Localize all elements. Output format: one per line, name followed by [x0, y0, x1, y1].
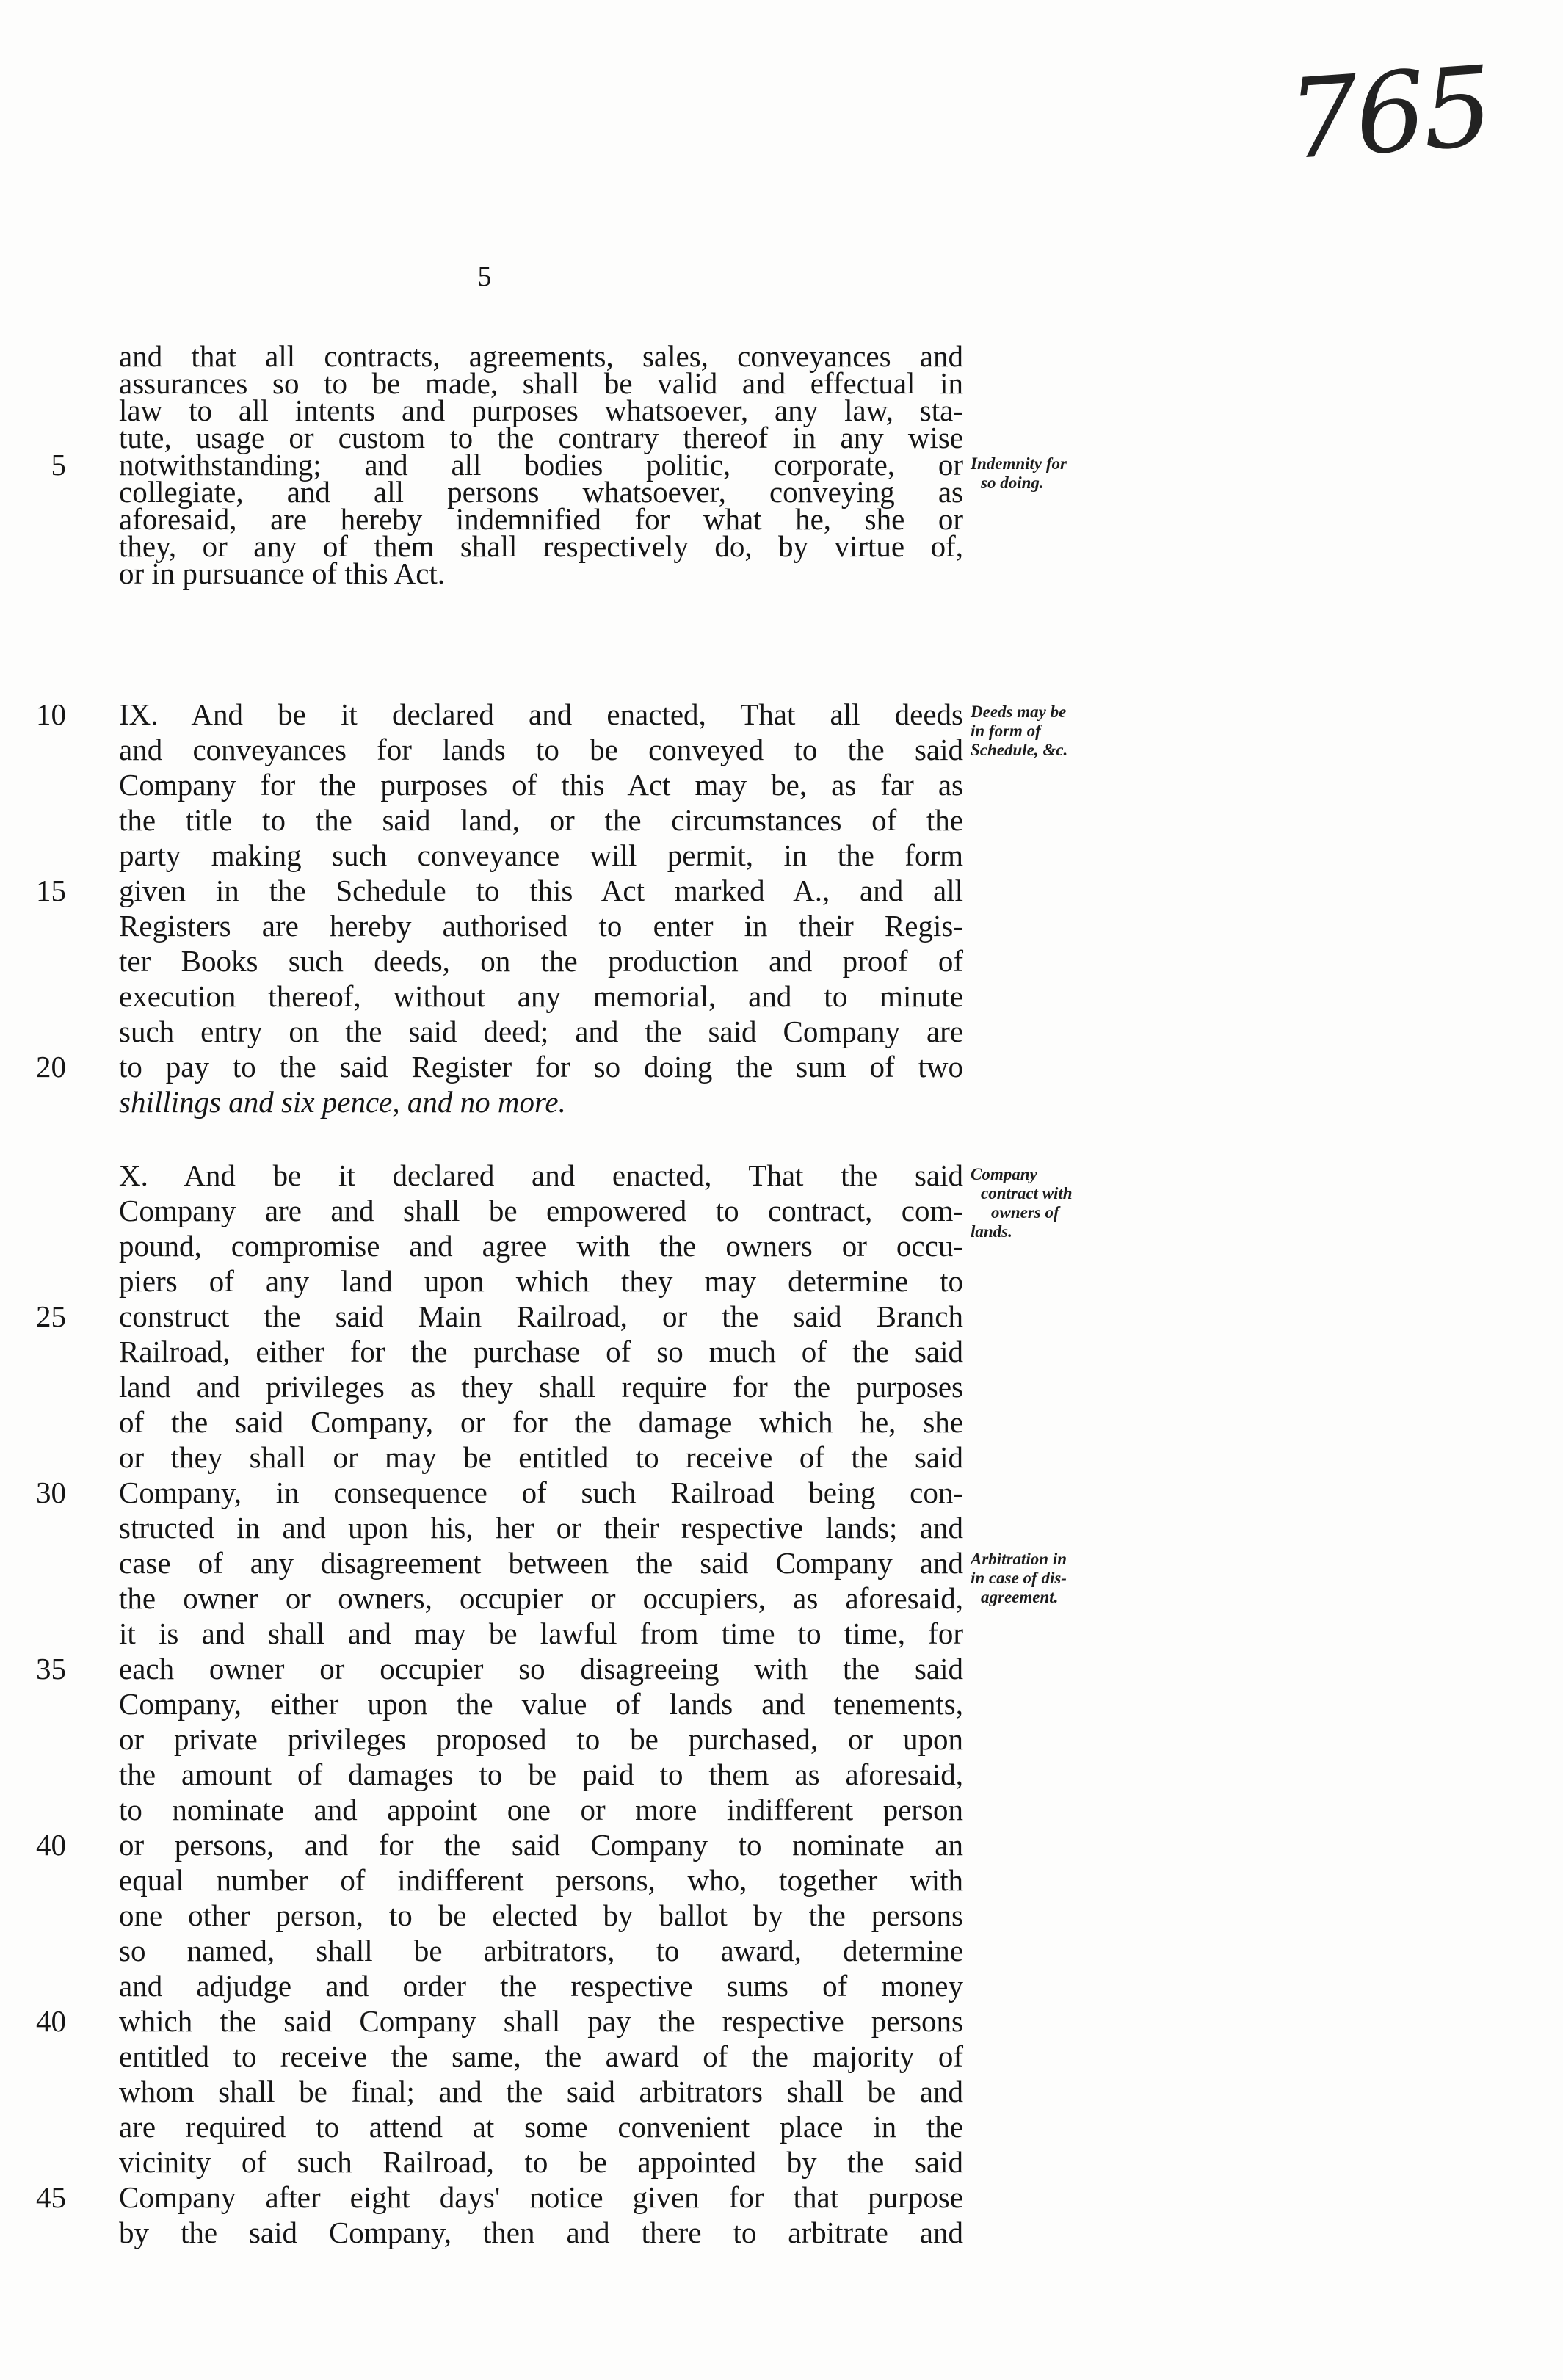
- body-line: piers of any land upon which they may determine to: [119, 1264, 963, 1298]
- body-line: which the said Company shall pay the respective persons: [119, 2004, 963, 2038]
- body-line: the title to the said land, or the circumstances of the: [119, 803, 963, 837]
- body-line: notwithstanding; and all bodies politic, corporate, or: [119, 448, 963, 482]
- page-number: 5: [477, 261, 492, 292]
- body-line: whom shall be final; and the said arbitrators shall be and: [119, 2075, 963, 2108]
- margin-note: agreement.: [981, 1588, 1059, 1606]
- margin-note: contract with: [981, 1184, 1073, 1202]
- body-line: Railroad, either for the purchase of so much of the said: [119, 1335, 963, 1368]
- body-line: such entry on the said deed; and the said Company are: [119, 1015, 963, 1048]
- line-number: 40: [36, 1828, 66, 1862]
- body-line: pound, compromise and agree with the owners or occu-: [119, 1229, 963, 1263]
- margin-note: in case of dis-: [971, 1569, 1067, 1587]
- body-line: or in pursuance of this Act.: [119, 556, 446, 590]
- body-line: and that all contracts, agreements, sales, conveyances and: [119, 339, 963, 373]
- body-line: or private privileges proposed to be purchased, or upon: [119, 1722, 963, 1756]
- line-number: 20: [36, 1050, 66, 1084]
- body-line: the owner or owners, occupier or occupiers, as aforesaid,: [119, 1581, 963, 1615]
- line-number: 45: [36, 2180, 66, 2214]
- body-line: Company, in consequence of such Railroad being con-: [119, 1476, 963, 1509]
- body-line: structed in and upon his, her or their respective lands; and: [119, 1511, 963, 1545]
- margin-note: Schedule, &c.: [971, 741, 1068, 759]
- body-line: tute, usage or custom to the contrary thereof in any wise: [119, 421, 963, 454]
- body-line: of the said Company, or for the damage which he, she: [119, 1405, 963, 1439]
- body-line: so named, shall be arbitrators, to award, determine: [119, 1934, 963, 1967]
- margin-note: Indemnity for: [971, 454, 1067, 473]
- line-number: 5: [51, 448, 66, 482]
- margin-note: Arbitration in: [971, 1550, 1067, 1568]
- body-line: Company for the purposes of this Act may be, as far as: [119, 768, 963, 802]
- body-line: it is and shall and may be lawful from time to time, for: [119, 1617, 963, 1650]
- body-line: vicinity of such Railroad, to be appointed by the said: [119, 2145, 963, 2179]
- section-heading-line: IX. And be it declared and enacted, That all deeds: [119, 697, 963, 731]
- margin-note: lands.: [971, 1222, 1012, 1241]
- line-number: 10: [36, 697, 66, 731]
- body-line: the amount of damages to be paid to them as aforesaid,: [119, 1757, 963, 1791]
- body-line: Company, either upon the value of lands and tenements,: [119, 1687, 963, 1721]
- body-line: ter Books such deeds, on the production and proof of: [119, 944, 963, 978]
- body-line: collegiate, and all persons whatsoever, conveying as: [119, 475, 963, 509]
- margin-note: owners of: [991, 1203, 1059, 1222]
- line-number: 15: [36, 874, 66, 907]
- body-line: land and privileges as they shall require for the purposes: [119, 1370, 963, 1404]
- body-line: shillings and six pence, and no more.: [119, 1085, 566, 1119]
- body-line: one other person, to be elected by ballot by the persons: [119, 1898, 963, 1932]
- body-line: or they shall or may be entitled to receive of the said: [119, 1440, 963, 1474]
- body-line: construct the said Main Railroad, or the said Branch: [119, 1299, 963, 1333]
- body-line: execution thereof, without any memorial, and to minute: [119, 979, 963, 1013]
- body-line: assurances so to be made, shall be valid and effectual in: [119, 366, 963, 400]
- body-line: aforesaid, are hereby indemnified for what he, she or: [119, 502, 963, 536]
- body-line: by the said Company, then and there to arbitrate and: [119, 2216, 963, 2249]
- body-line: entitled to receive the same, the award of the majority of: [119, 2039, 963, 2073]
- body-line: to pay to the said Register for so doing the sum of two: [119, 1050, 963, 1084]
- margin-note: Deeds may be: [971, 703, 1067, 721]
- body-line: law to all intents and purposes whatsoever, any law, sta-: [119, 393, 963, 427]
- line-number: 25: [36, 1299, 66, 1333]
- body-line: given in the Schedule to this Act marked A., and all: [119, 874, 963, 907]
- body-line: Registers are hereby authorised to enter in their Regis-: [119, 909, 963, 943]
- body-line: Company are and shall be empowered to contract, com-: [119, 1194, 963, 1227]
- body-line: Company after eight days' notice given for that purpose: [119, 2180, 963, 2214]
- body-line: equal number of indifferent persons, who, together with: [119, 1863, 963, 1897]
- margin-note: in form of: [971, 722, 1041, 740]
- margin-note: Company: [971, 1165, 1037, 1183]
- section-heading-line: X. And be it declared and enacted, That the said: [119, 1158, 963, 1192]
- line-number: 30: [36, 1476, 66, 1509]
- body-line: each owner or occupier so disagreeing with the said: [119, 1652, 963, 1686]
- line-number: 40: [36, 2004, 66, 2038]
- body-line: to nominate and appoint one or more indifferent person: [119, 1793, 963, 1826]
- body-line: they, or any of them shall respectively do, by virtue of,: [119, 529, 963, 563]
- margin-note: so doing.: [981, 474, 1044, 492]
- body-line: party making such conveyance will permit, in the form: [119, 838, 963, 872]
- body-line: and adjudge and order the respective sums of money: [119, 1969, 963, 2003]
- body-line: and conveyances for lands to be conveyed to the said: [119, 733, 963, 766]
- handwritten-folio-number: 765: [1284, 43, 1495, 185]
- body-line: case of any disagreement between the said Company and: [119, 1546, 963, 1580]
- body-line: or persons, and for the said Company to nominate an: [119, 1828, 963, 1862]
- line-number: 35: [36, 1652, 66, 1686]
- body-line: are required to attend at some convenient place in the: [119, 2110, 963, 2144]
